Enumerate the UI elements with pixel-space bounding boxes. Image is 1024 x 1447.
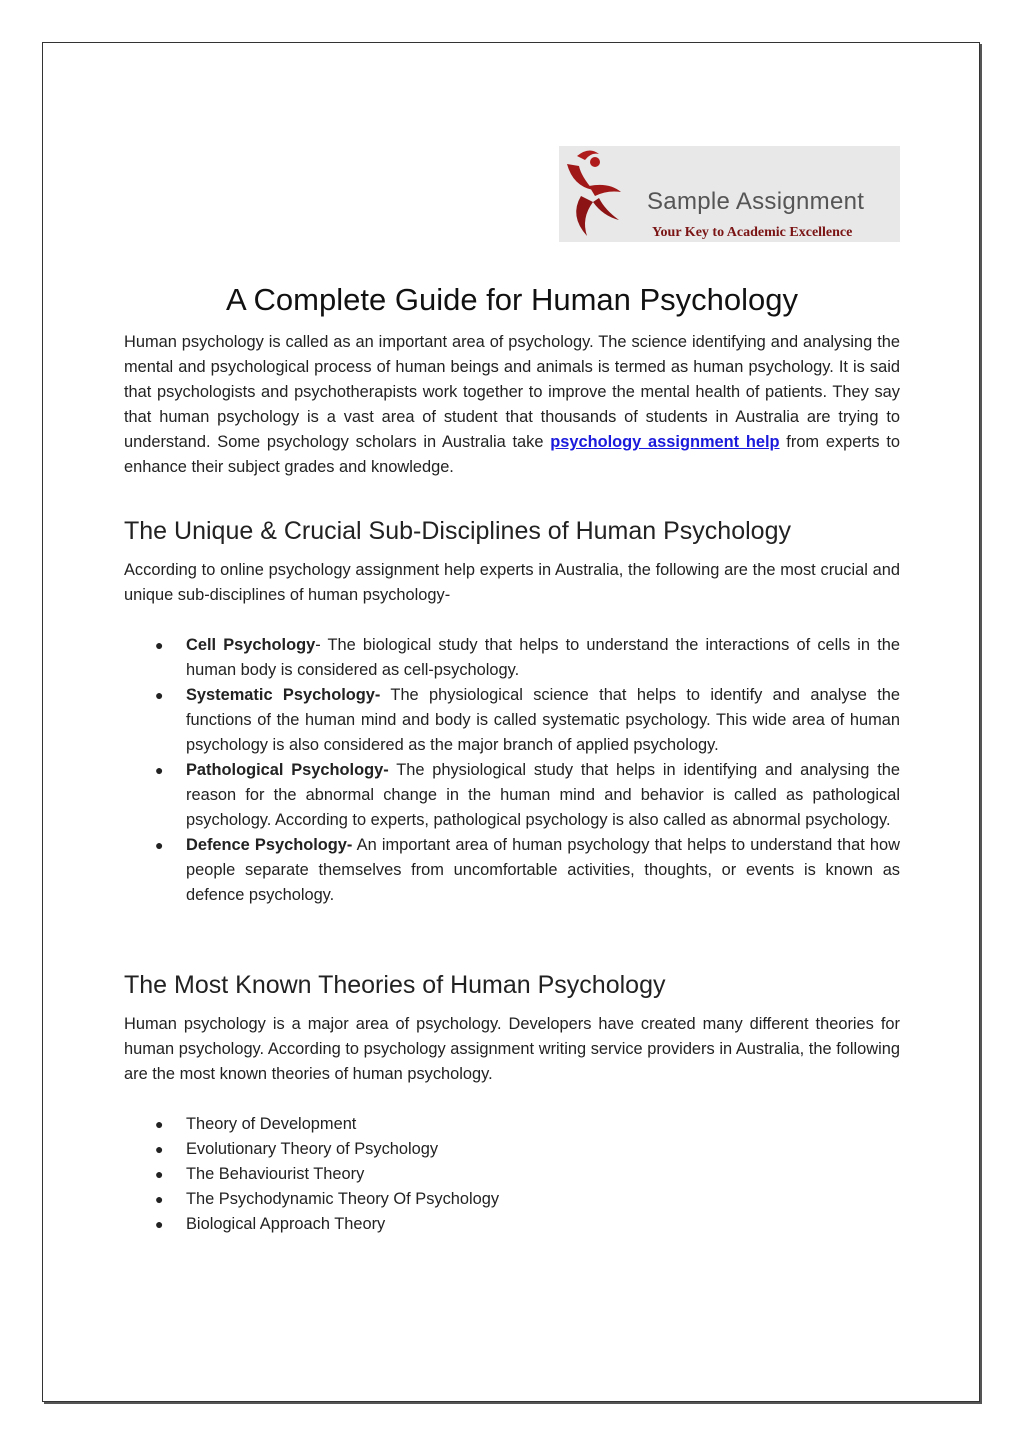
list-item-text: - The biological study that helps to understand the interactions of cells in the human body is considered as cell-psychology. [186, 636, 900, 679]
list-item-text: Theory of Development [186, 1115, 357, 1133]
list-item-text: The Psychodynamic Theory Of Psychology [186, 1190, 500, 1208]
list-item [124, 683, 900, 758]
logo-name: Sample Assignment [647, 188, 865, 215]
intro-paragraph [124, 330, 900, 480]
list-item [124, 833, 900, 908]
list-item [124, 1112, 900, 1137]
theories-list [124, 1112, 900, 1237]
bullet-icon: ● [155, 1141, 164, 1157]
list-item [124, 633, 900, 683]
section2-intro: Human psychology is a major area of psychology. Developers have created many different theories for human psychology. According to psychology assignment writing service providers in Australia, the following are the most known theories of human psychology. [124, 1015, 900, 1083]
page-title: A Complete Guide for Human Psychology [225, 282, 799, 317]
list-item-text: The physiological study that helps in identifying and analysing the reason for the abnormal change in the human mind and behavior is called as pathological psychology. According to experts, pathological psychology is also called as abnormal psychology. [186, 761, 900, 829]
bullet-icon: ● [155, 687, 164, 703]
bullet-icon: ● [155, 837, 164, 853]
list-item-term: Systematic Psychology- [186, 686, 381, 704]
list-item-term: Pathological Psychology- [186, 761, 389, 779]
list-item-term: Cell Psychology [186, 636, 316, 654]
document-body [124, 280, 900, 1237]
list-item-text: The physiological science that helps to identify and analyse the functions of the human mind and body is called systematic psychology. This wide area of human psychology is also considered as the major branch of applied psychology. [186, 686, 900, 754]
bullet-icon: ● [155, 1216, 164, 1232]
sub-disciplines-list [124, 633, 900, 908]
intro-text-end: from experts to enhance their subject grades and knowledge. [124, 433, 900, 476]
bullet-icon: ● [155, 1166, 164, 1182]
list-item-text: An important area of human psychology that helps to understand that how people separate themselves from uncomfortable activities, thoughts, or events is known as defence psychology. [186, 836, 900, 904]
list-item-text: The Behaviourist Theory [186, 1165, 365, 1183]
list-item-text: Biological Approach Theory [186, 1215, 386, 1233]
list-item [124, 1137, 900, 1162]
bullet-icon: ● [155, 762, 164, 778]
section-heading-sub-disciplines: The Unique & Crucial Sub-Disciplines of Human Psychology [124, 517, 791, 545]
list-item-text: Evolutionary Theory of Psychology [186, 1140, 439, 1158]
logo-figure-icon [559, 146, 649, 242]
bullet-icon: ● [155, 637, 164, 653]
list-item [124, 1162, 900, 1187]
sample-assignment-logo [559, 146, 900, 242]
intro-text-start: Human psychology is called as an important area of psychology. The science identifying and analysing the mental and psychological process of human beings and animals is termed as human psychology. It is said that psychologists and psychotherapists work together to improve the mental health of patients. They say that human psychology is a vast area of student that thousands of students in Australia are trying to understand. Some psychology scholars in Australia take [124, 333, 900, 451]
logo-tagline: Your Key to Academic Excellence [652, 225, 853, 240]
section1-intro: According to online psychology assignment help experts in Australia, the following are the most crucial and unique sub-disciplines of human psychology- [124, 561, 900, 604]
section-heading-theories: The Most Known Theories of Human Psychology [124, 971, 666, 999]
psychology-assignment-help-link[interactable]: psychology assignment help [550, 433, 780, 451]
list-item [124, 1212, 900, 1237]
list-item [124, 1187, 900, 1212]
list-item [124, 758, 900, 833]
list-item-term: Defence Psychology- [186, 836, 353, 854]
bullet-icon: ● [155, 1116, 164, 1132]
bullet-icon: ● [155, 1191, 164, 1207]
